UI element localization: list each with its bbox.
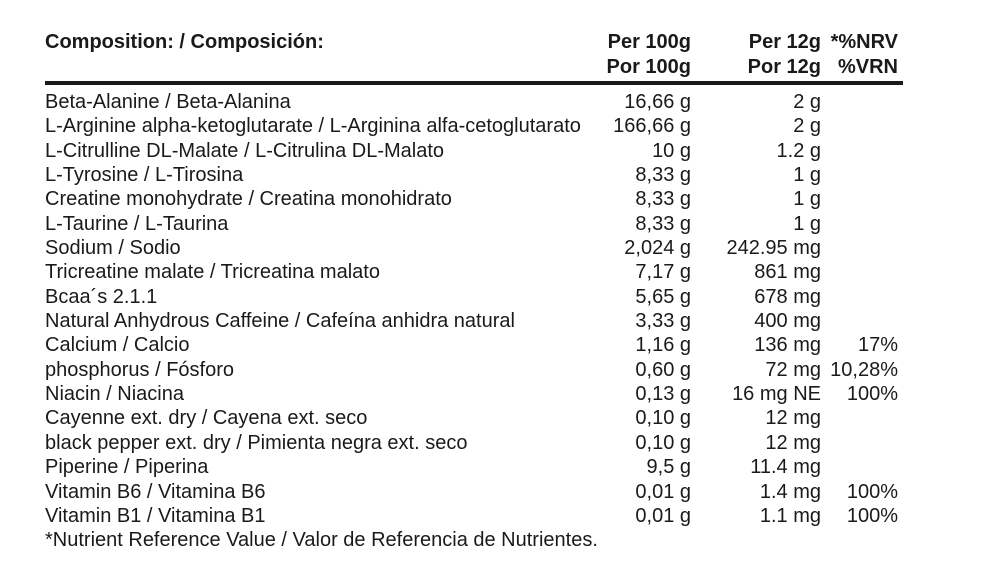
table-row — [45, 480, 903, 504]
table-row — [45, 455, 903, 479]
column-header-per-100g: Per 100g — [607, 31, 691, 53]
value-nrv — [821, 114, 903, 138]
value-per-12g: 12 mg — [765, 431, 821, 454]
value-per-12g: 1 g — [793, 212, 821, 235]
value-nrv — [821, 406, 903, 430]
nutrient-name: Beta-Alanine / Beta-Alanina — [45, 91, 291, 113]
table-row — [45, 406, 903, 430]
table-row — [45, 187, 903, 211]
table-row — [45, 90, 903, 114]
table-row — [45, 212, 903, 236]
column-header-per-12g: Per 12g — [748, 31, 821, 53]
value-per-100g: 0,01 g — [635, 504, 691, 527]
table-row — [45, 333, 903, 357]
value-nrv — [821, 431, 903, 455]
value-per-12g: 678 mg — [754, 285, 821, 308]
value-per-100g: 7,17 g — [635, 261, 691, 284]
value-nrv — [821, 455, 903, 479]
value-per-100g: 3,33 g — [635, 310, 691, 333]
table-header-line-2 — [45, 55, 903, 80]
nutrient-name: Cayenne ext. dry / Cayena ext. seco — [45, 407, 368, 430]
value-per-100g: 0,13 g — [635, 383, 691, 406]
value-per-100g: 1,16 g — [635, 334, 691, 357]
value-per-12g: 1.2 g — [776, 139, 821, 162]
value-per-12g: 1.1 mg — [759, 504, 821, 527]
value-per-100g: 0,10 g — [635, 407, 691, 430]
value-nrv: 10,28% — [830, 358, 898, 381]
value-nrv — [821, 309, 903, 333]
value-per-100g: 10 g — [652, 139, 691, 162]
value-per-100g: 166,66 g — [613, 115, 691, 138]
value-per-12g: 72 mg — [765, 358, 821, 381]
column-header-por-12g: Por 12g — [747, 56, 821, 78]
value-per-100g: 8,33 g — [635, 188, 691, 211]
column-header-por-100g: Por 100g — [606, 56, 691, 78]
value-per-12g: 12 mg — [765, 407, 821, 430]
value-per-100g: 0,01 g — [635, 480, 691, 503]
nrv-footnote: *Nutrient Reference Value / Valor de Referencia de Nutrientes. — [45, 529, 598, 552]
value-per-12g: 1 g — [793, 164, 821, 187]
value-per-12g: 400 mg — [754, 310, 821, 333]
column-header-vrn: %VRN — [837, 56, 898, 78]
table-title: Composition: / Composición: — [45, 31, 324, 53]
value-nrv: 100% — [846, 504, 898, 527]
value-nrv — [821, 212, 903, 236]
value-per-12g: 16 mg NE — [732, 383, 821, 406]
nutrient-name: Natural Anhydrous Caffeine / Cafeína anhidra natural — [45, 310, 515, 333]
table-row — [45, 382, 903, 406]
value-per-12g: 2 g — [793, 115, 821, 138]
nutrient-name: L-Arginine alpha-ketoglutarate / L-Arginina alfa-cetoglutarato — [45, 115, 581, 138]
value-nrv — [821, 260, 903, 284]
value-per-100g: 5,65 g — [635, 285, 691, 308]
value-per-12g: 242.95 mg — [726, 237, 821, 260]
table-row — [45, 163, 903, 187]
value-per-100g: 16,66 g — [624, 91, 691, 113]
value-nrv — [821, 236, 903, 260]
table-row — [45, 260, 903, 284]
nutrient-name: Calcium / Calcio — [45, 334, 190, 357]
value-per-12g: 136 mg — [754, 334, 821, 357]
nutrient-name: black pepper ext. dry / Pimienta negra ext. seco — [45, 431, 468, 454]
value-per-100g: 0,10 g — [635, 431, 691, 454]
table-row — [45, 114, 903, 138]
table-row — [45, 139, 903, 163]
table-row — [45, 358, 903, 382]
table-row — [45, 309, 903, 333]
value-nrv — [821, 187, 903, 211]
nutrient-name: Niacin / Niacina — [45, 383, 184, 406]
table-row — [45, 236, 903, 260]
value-per-100g: 9,5 g — [646, 456, 691, 479]
nutrient-name: Creatine monohydrate / Creatina monohidrato — [45, 188, 452, 211]
value-nrv — [821, 163, 903, 187]
nutrient-name: Vitamin B1 / Vitamina B1 — [45, 504, 266, 527]
value-per-100g: 8,33 g — [635, 164, 691, 187]
column-header-nrv: *%NRV — [830, 31, 898, 53]
table-title-spacer — [45, 55, 591, 80]
value-per-12g: 2 g — [793, 91, 821, 113]
table-header-line-1 — [45, 30, 903, 55]
value-per-100g: 8,33 g — [635, 212, 691, 235]
header-divider-rule — [45, 81, 903, 85]
value-nrv — [821, 285, 903, 309]
value-nrv: 100% — [846, 383, 898, 406]
table-body — [45, 90, 903, 528]
table-row — [45, 504, 903, 528]
value-per-12g: 11.4 mg — [750, 456, 821, 479]
nutrient-name: L-Tyrosine / L-Tirosina — [45, 164, 244, 187]
value-per-12g: 1 g — [793, 188, 821, 211]
nutrient-name: Bcaa´s 2.1.1 — [45, 285, 158, 308]
nutrient-name: Vitamin B6 / Vitamina B6 — [45, 480, 266, 503]
nutrient-name: Piperine / Piperina — [45, 456, 209, 479]
value-per-100g: 0,60 g — [635, 358, 691, 381]
value-nrv: 17% — [857, 334, 898, 357]
nutrient-name: L-Taurine / L-Taurina — [45, 212, 229, 235]
nutrient-name: Tricreatine malate / Tricreatina malato — [45, 261, 380, 284]
table-row — [45, 285, 903, 309]
table-row — [45, 431, 903, 455]
value-per-12g: 1.4 mg — [759, 480, 821, 503]
value-per-12g: 861 mg — [754, 261, 821, 284]
nutrient-name: Sodium / Sodio — [45, 237, 181, 260]
value-per-100g: 2,024 g — [624, 237, 691, 260]
value-nrv: 100% — [846, 480, 898, 503]
composition-table — [45, 30, 903, 553]
nutrient-name: phosphorus / Fósforo — [45, 358, 234, 381]
nutrient-name: L-Citrulline DL-Malate / L-Citrulina DL-Malato — [45, 139, 445, 162]
value-nrv — [821, 90, 903, 114]
value-nrv — [821, 139, 903, 163]
